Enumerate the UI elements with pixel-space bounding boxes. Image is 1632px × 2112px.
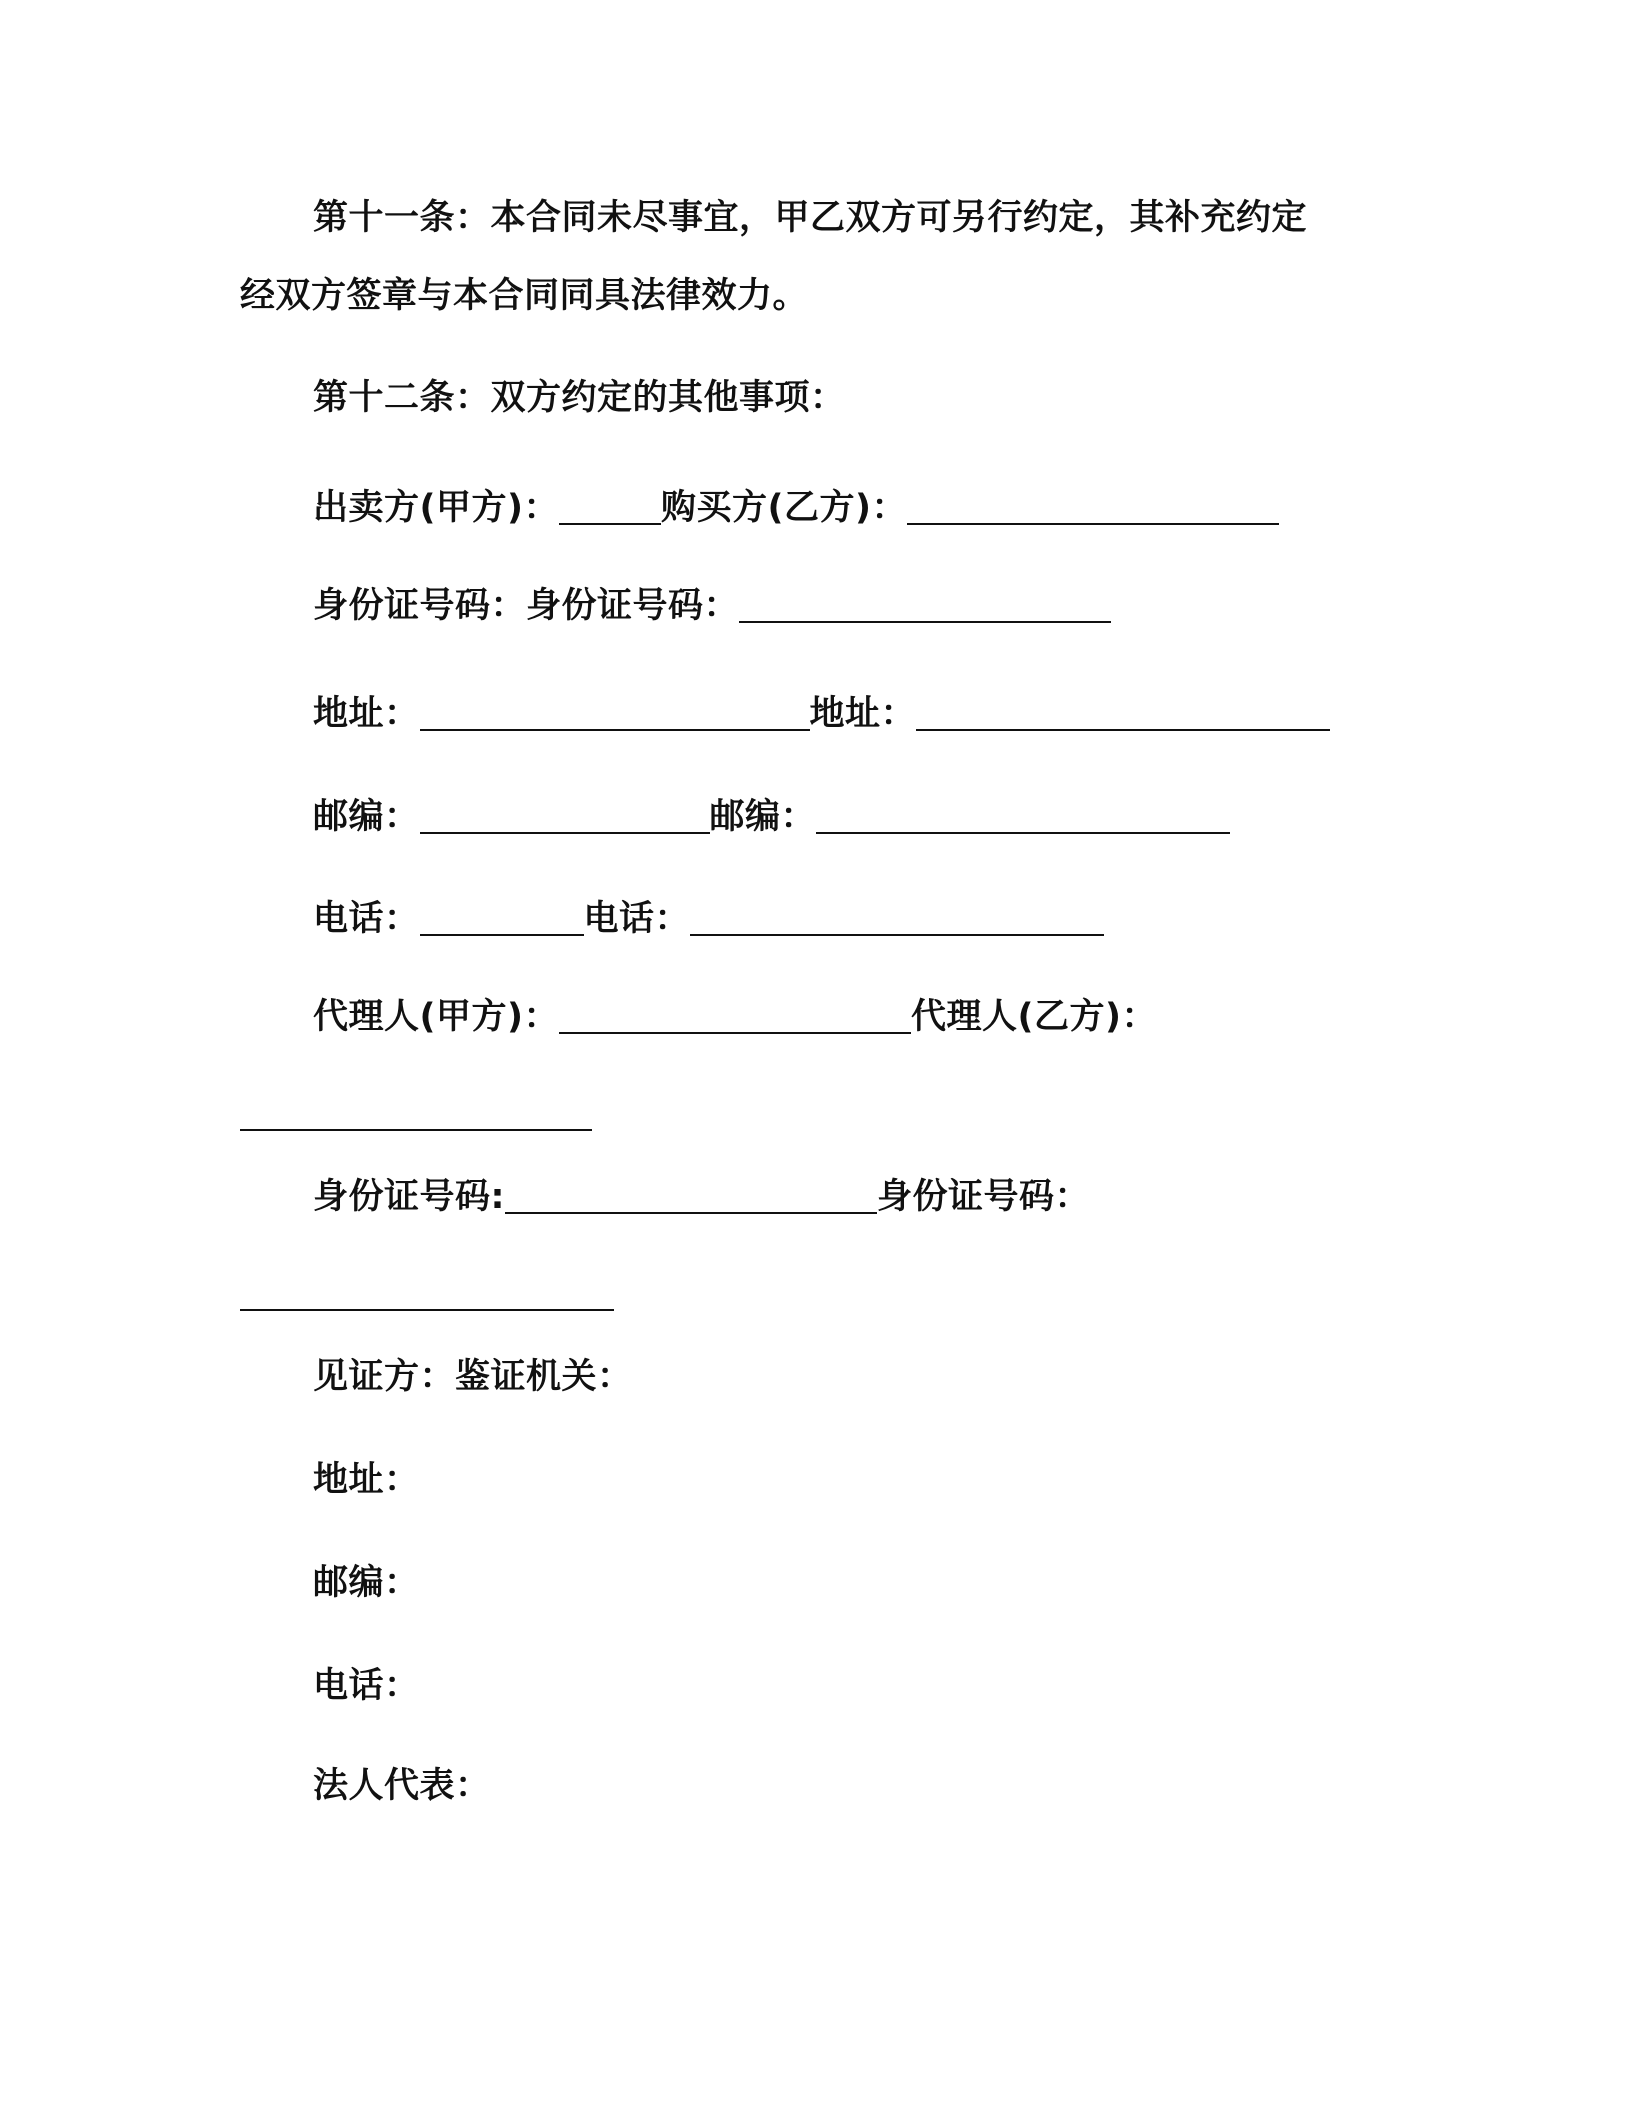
buyer-address-blank[interactable]: [916, 729, 1330, 731]
buyer-address-label: 地址：: [809, 694, 917, 734]
seller-phone-label: 电话：: [313, 899, 420, 939]
seller-id-label: 身份证号码：: [313, 586, 527, 626]
seller-agent-id-label: 身份证号码:: [313, 1177, 505, 1217]
seller-postcode-label: 邮编：: [313, 797, 420, 837]
agent-id-row-continued: [240, 1270, 614, 1318]
address-row: [313, 690, 1330, 738]
agent-row: [313, 993, 1157, 1041]
phone-row: [313, 895, 1104, 943]
buyer-agent-id-label: 身份证号码：: [877, 1177, 1091, 1217]
seller-agent-label: 代理人(甲方)：: [313, 997, 559, 1037]
id-number-row: [313, 582, 1111, 630]
seller-agent-blank[interactable]: [559, 1032, 911, 1034]
seller-buyer-row: [313, 484, 1279, 532]
buyer-agent-blank[interactable]: [240, 1129, 592, 1131]
clause-11-line-1: 第十一条：本合同未尽事宜，甲乙双方可另行约定，其补充约定: [313, 198, 1308, 238]
seller-agent-id-blank[interactable]: [505, 1212, 877, 1214]
buyer-agent-id-blank[interactable]: [240, 1309, 614, 1311]
seller-address-label: 地址：: [313, 694, 420, 734]
buyer-id-label: 身份证号码：: [526, 586, 740, 626]
clause-12: 第十二条：双方约定的其他事项：: [313, 378, 846, 418]
buyer-name-blank[interactable]: [907, 523, 1279, 525]
witness-address-label: 地址：: [313, 1460, 420, 1500]
buyer-phone-blank[interactable]: [690, 934, 1104, 936]
seller-phone-blank[interactable]: [420, 934, 584, 936]
legal-rep-label: 法人代表：: [313, 1766, 491, 1806]
witness-label: 见证方：鉴证机关：: [313, 1357, 633, 1397]
postcode-row: [313, 793, 1230, 841]
agent-id-row: [313, 1173, 1090, 1221]
agent-row-continued: [240, 1090, 592, 1138]
witness-postcode-label: 邮编：: [313, 1563, 420, 1603]
buyer-phone-label: 电话：: [583, 899, 691, 939]
buyer-postcode-blank[interactable]: [816, 832, 1230, 834]
buyer-label: 购买方(乙方)：: [661, 488, 907, 528]
seller-name-blank[interactable]: [559, 523, 661, 525]
id-number-blank[interactable]: [739, 621, 1111, 623]
buyer-postcode-label: 邮编：: [709, 797, 817, 837]
seller-postcode-blank[interactable]: [420, 832, 710, 834]
buyer-agent-label: 代理人(乙方)：: [911, 997, 1157, 1037]
seller-label: 出卖方(甲方)：: [313, 488, 559, 528]
seller-address-blank[interactable]: [420, 729, 810, 731]
witness-phone-label: 电话：: [313, 1666, 420, 1706]
clause-11-line-2: 经双方签章与本合同同具法律效力。: [240, 276, 809, 316]
